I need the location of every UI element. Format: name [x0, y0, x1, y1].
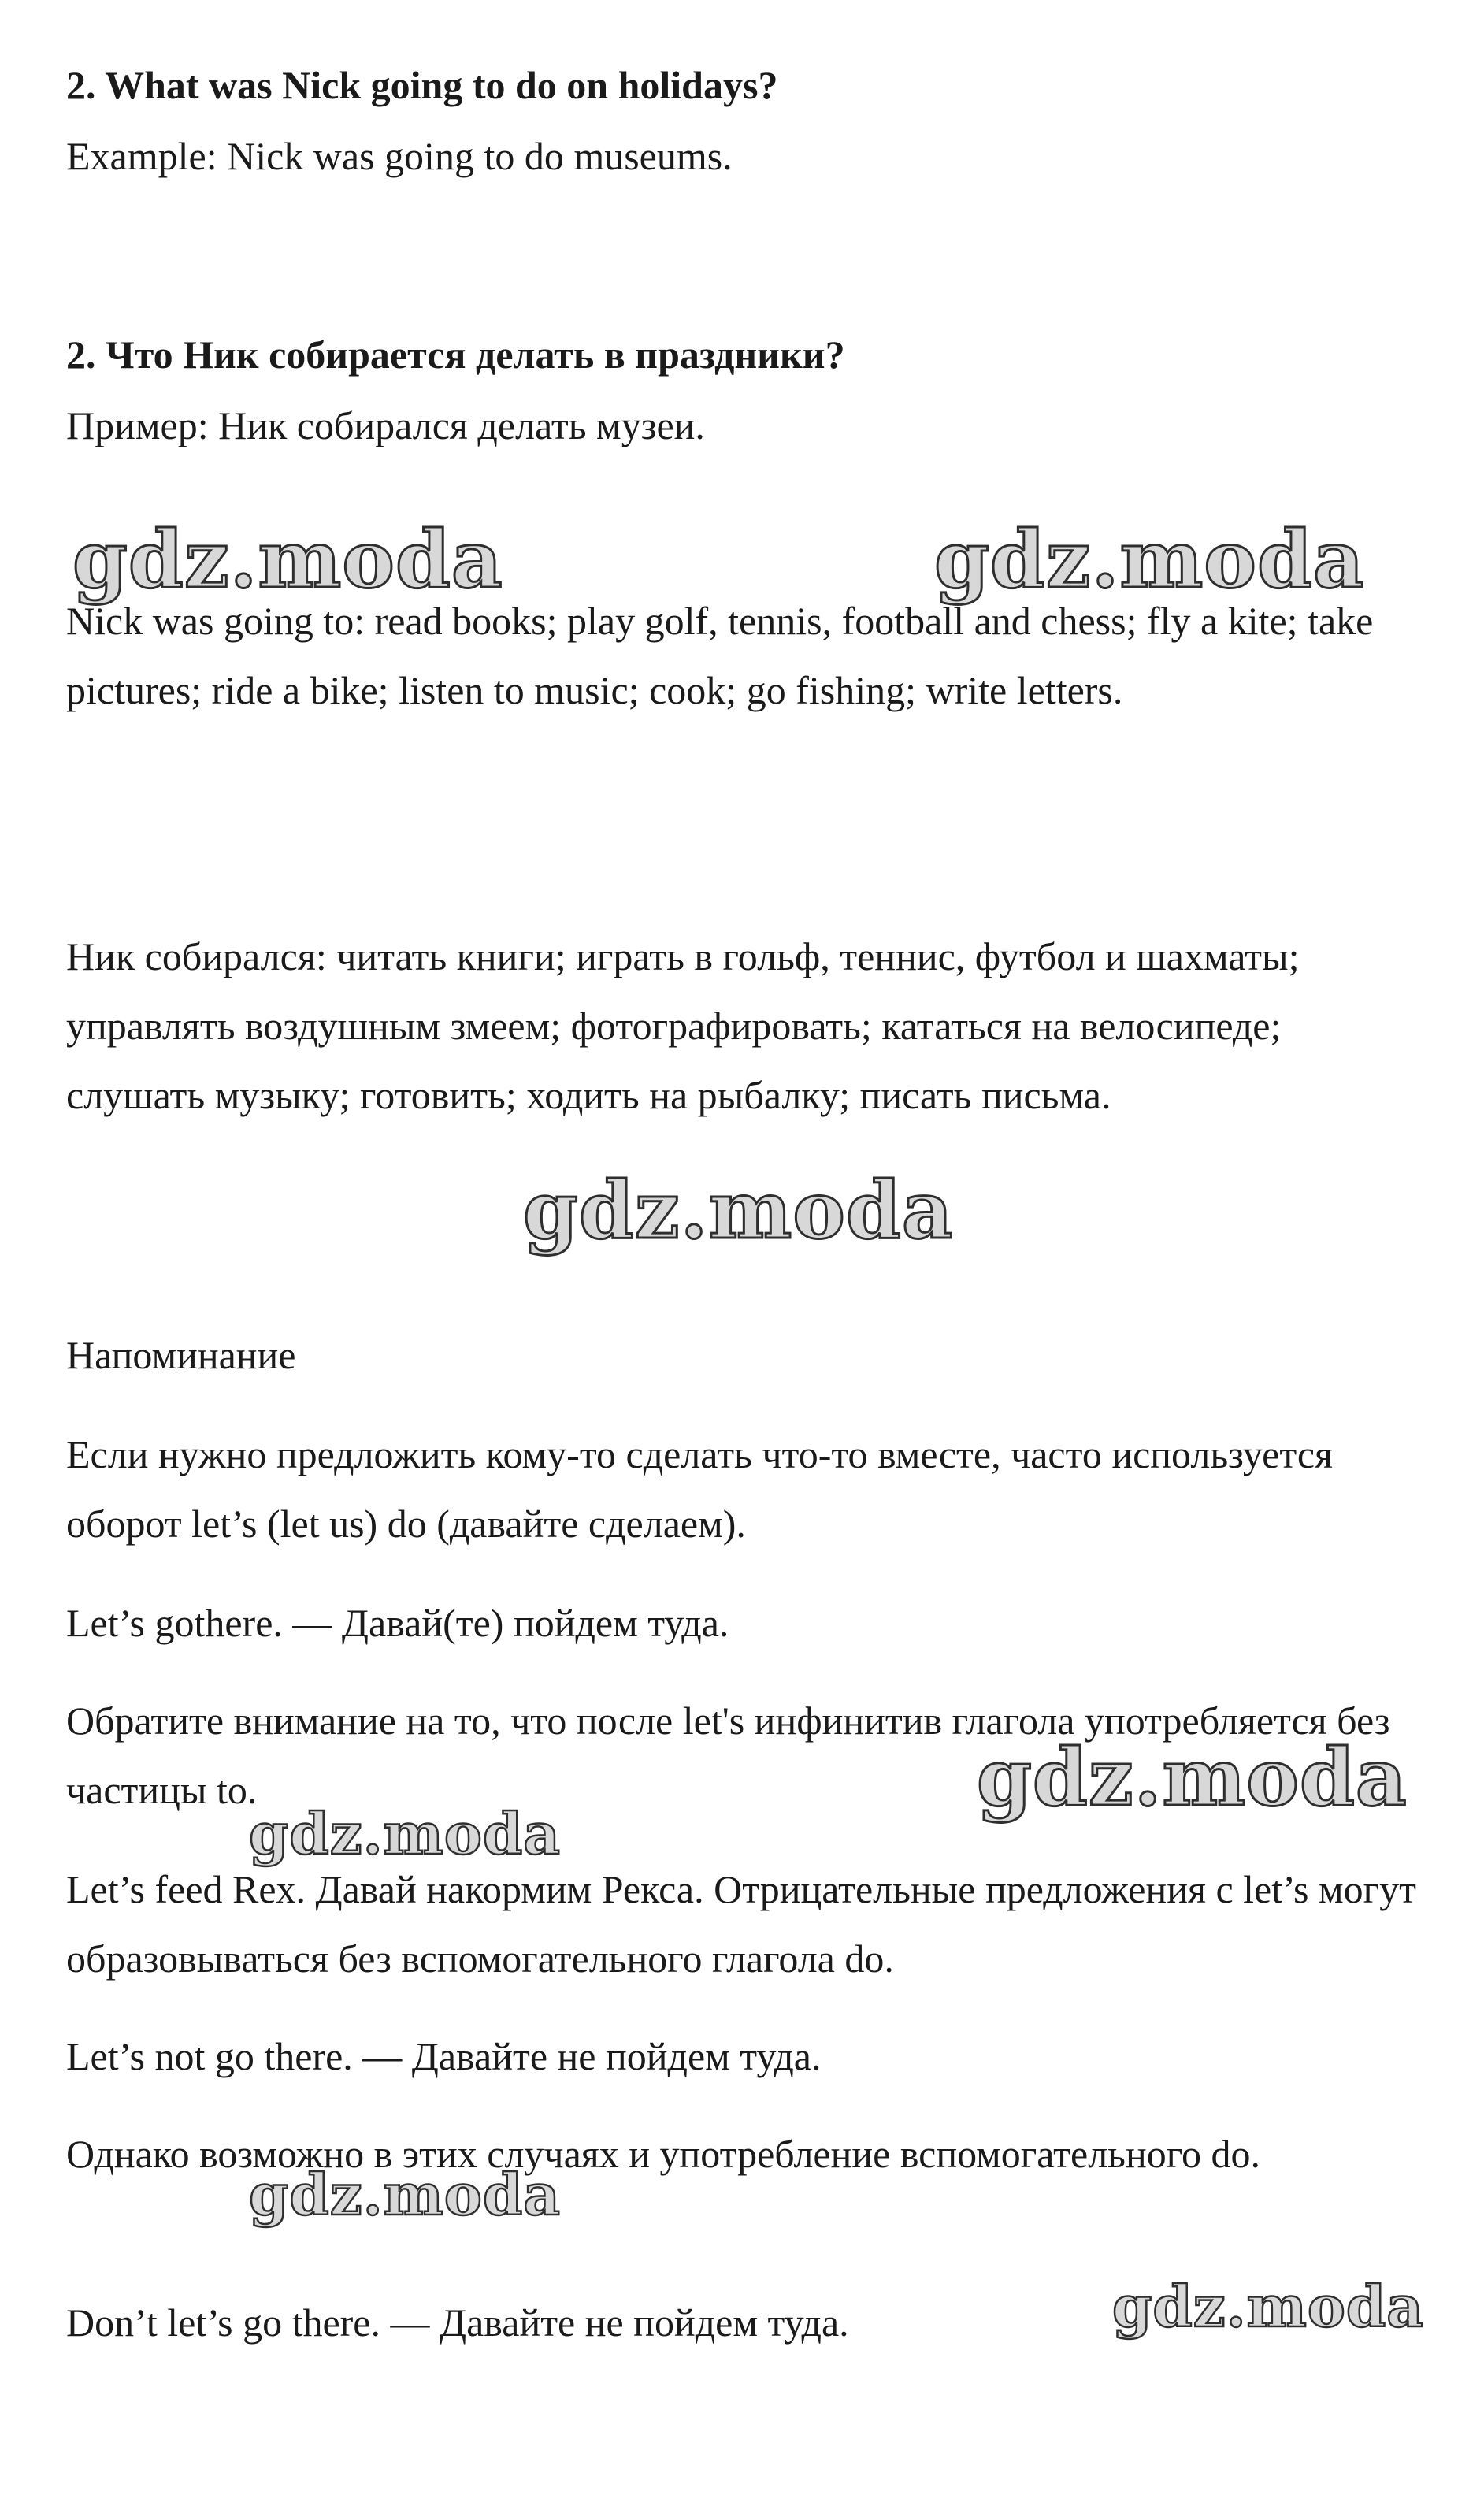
question-example-en: Example: Nick was going to do museums. [66, 134, 733, 178]
watermark-logo: gdz.moda [249, 2161, 561, 2228]
reminder-paragraph-1: Если нужно предложить кому-то сделать что-то вместе, часто используется оборот let’s (let us) do (давайте сделаем). [66, 1432, 1334, 1546]
question-title-ru: 2. Что Ник собирается делать в праздники? [66, 332, 845, 377]
reminder-paragraph-6: Однако возможно в этих случаях и употребление вспомогательного do. [66, 2132, 1260, 2176]
question-example-ru: Пример: Ник собирался делать музеи. [66, 403, 705, 447]
answer-paragraph-ru: Ник собирался: читать книги; играть в гольф, теннис, футбол и шахматы; управлять воздушным змеем; фотографировать; кататься на велосипеде; слушать музыку; готовить; ходить на рыбалку; писать письма. [66, 934, 1300, 1117]
watermark-logo: gdz.moda [934, 513, 1365, 606]
question-title-en: 2. What was Nick going to do on holidays? [66, 63, 778, 107]
reminder-paragraph-3: Обратите внимание на то, что после let's инфинитив глагола употребляется без частицы to. [66, 1699, 1390, 1812]
reminder-heading: Напоминание [66, 1333, 296, 1377]
reminder-paragraph-2: Let’s gothere. — Давай(те) пойдем туда. [66, 1601, 729, 1645]
watermark-logo: gdz.moda [249, 1800, 561, 1867]
watermark-logo: gdz.moda [523, 1164, 954, 1257]
reminder-paragraph-4: Let’s feed Rex. Давай накормим Рекса. Отрицательные предложения с let’s могут образовываться без вспомогательного глагола do. [66, 1867, 1416, 1981]
watermark-logo: gdz.moda [72, 513, 503, 606]
watermark-logo: gdz.moda [977, 1731, 1408, 1824]
reminder-paragraph-7: Don’t let’s go there. — Давайте не пойдем туда. [66, 2300, 849, 2345]
answer-paragraph-en: Nick was going to: read books; play golf, tennis, football and chess; fly a kite; take pictures; ride a bike; listen to music; cook; go fishing; write letters. [66, 599, 1374, 712]
reminder-paragraph-5: Let’s not go there. — Давайте не пойдем туда. [66, 2034, 822, 2078]
watermark-logo: gdz.moda [1112, 2273, 1424, 2340]
